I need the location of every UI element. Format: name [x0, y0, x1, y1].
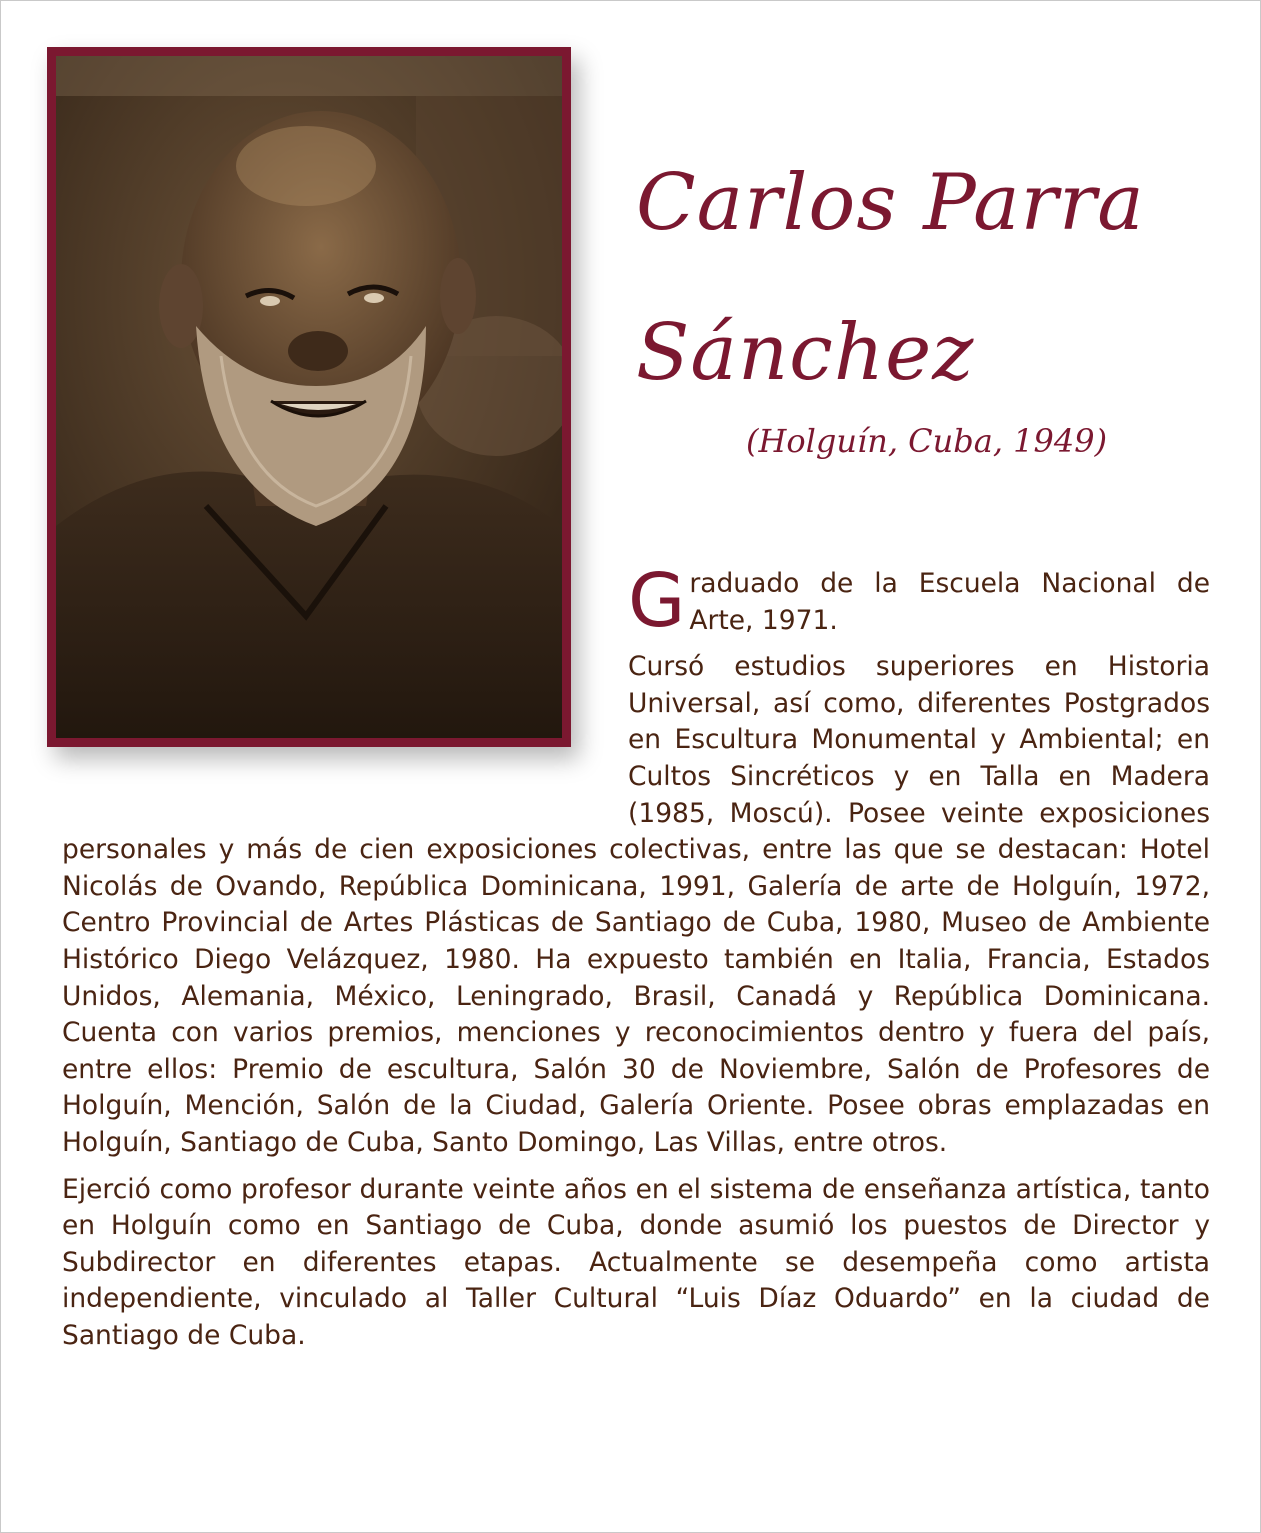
- bio-paragraph-3: Ejerció como profesor durante veinte años en el sistema de enseñanza artística, tanto en Holguín como en Santiago de Cuba, donde asumió los puestos de Director y Subdirector en diferentes etapas. Actualmente se desempeña como artista independiente, vinculado al Taller Cultural “Luis Díaz Oduardo” en la ciudad de Santiago de Cuba.: [62, 1173, 1210, 1351]
- bio-paragraph-2: Cursó estudios superiores en Historia Universal, así como, diferentes Postgrados en Escultura Monumental y Ambiental; en Cultos Sincréticos y en Talla en Madera (1985, Moscú). Posee veinte exposiciones personales y más de cien exposiciones colectivas, entre las que se destacan: Hotel Nicolás de Ovando, República Dominicana, 1991, Galería de arte de Holguín, 1972, Centro Provincial de Artes Plásticas de Santiago de Cuba, 1980, Museo de Ambiente Histórico Diego Velázquez, 1980. Ha expuesto también en Italia, Francia, Estados Unidos, Alemania, México, Leningrado, Brasil, Canadá y República Dominicana. Cuenta con varios premios, menciones y reconocimientos dentro y fuera del país, entre ellos: Premio de escultura, Salón 30 de Noviembre, Salón de Profesores de Holguín, Mención, Salón de la Ciudad, Galería Oriente. Posee obras emplazadas en Holguín, Santiago de Cuba, Santo Domingo, Las Villas, entre otros.: [62, 651, 1210, 1158]
- drop-cap: G: [628, 558, 686, 644]
- bio-paragraph-1-text: raduado de la Escuela Nacional de Arte, 1971.: [689, 568, 1210, 636]
- artist-name-line1: Carlos Parra: [636, 158, 1145, 248]
- artist-origin: (Holguín, Cuba, 1949): [746, 422, 1108, 460]
- artist-name-line2: Sánchez: [636, 308, 975, 398]
- artist-name: [636, 128, 1236, 428]
- portrait-wrap-spacer: [50, 566, 628, 796]
- biography: [50, 558, 1210, 1354]
